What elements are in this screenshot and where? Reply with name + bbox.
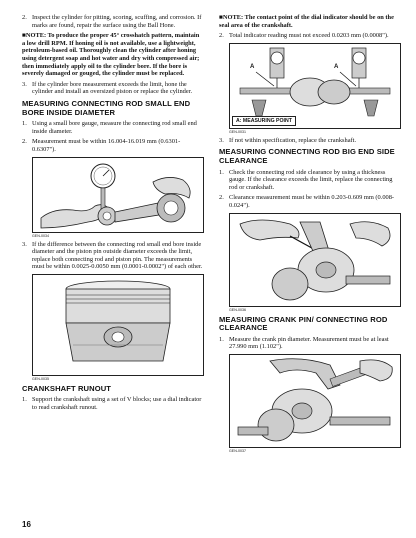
figure-piston — [32, 274, 204, 376]
piston-illustration — [33, 275, 203, 375]
step-item: 2. Inspect the cylinder for pitting, scoring, scuffing, and corrosion. If marks are found, repair the surface using the Ball Hone. — [22, 14, 202, 29]
figure-side-clearance — [229, 213, 401, 307]
step-item: 3. If the cylinder bore measurement exceeds the limit, hone the cylinder and install an oversized piston or replace the cylinder. — [22, 80, 193, 96]
step-item: 2. Clearance measurement must be within 0.203-0.609 mm (0.008-0.024"). — [219, 194, 395, 209]
figure-caption: GEN-0035 — [32, 376, 49, 381]
figure-caption: GEN-0037 — [229, 448, 246, 453]
figure-crankshaft-runout — [229, 43, 401, 129]
note: ■NOTE: The contact point of the dial indicator should be on the seal area of the crankshaft. — [219, 14, 394, 29]
bore-gauge-illustration — [33, 158, 203, 232]
figure-label-a: A — [250, 63, 255, 70]
figure-bore-gauge — [32, 157, 204, 233]
page-number: 16 — [22, 520, 31, 529]
section-heading: MEASURING CONNECTING ROD SMALL END BORE INSIDE DIAMETER — [22, 98, 191, 117]
step-item: 3. If the difference between the connecting rod small end bore inside diameter and the piston pin outside diameter exceeds the limit, replace both connecting rod and piston pin. The measurements must be within 0.0025-0.0050 mm (0.0001-0.0002") of each other. — [22, 240, 203, 271]
step-item: 1. Check the connecting rod side clearance by using a thickness gauge. If the clearance exceeds the limit, replace the connecting rod or crankshaft. — [219, 168, 393, 191]
step-item: 3. If not within specification, replace the crankshaft. — [219, 136, 357, 144]
side-clearance-illustration — [230, 214, 400, 306]
figure-caption: GEN-0034 — [32, 233, 49, 238]
figure-caption: GEN-0036 — [229, 307, 246, 312]
section-heading: CRANKSHAFT RUNOUT — [22, 383, 112, 393]
step-item: 1. Support the crankshaft using a set of V blocks; use a dial indicator to read crankshaft runout. — [22, 396, 202, 412]
right-column — [219, 14, 401, 456]
step-item: 1. Using a small bore gauge, measure the connecting rod small end inside diameter. — [22, 120, 197, 135]
step-item: 2. Measurement must be within 16.004-16.019 mm (0.6301-0.6307"). — [22, 138, 181, 153]
measuring-point-legend: A: MEASURING POINT — [232, 116, 296, 126]
crank-pin-illustration — [230, 355, 400, 447]
note: ■NOTE: To produce the proper 45° crosshatch pattern, maintain a low drill RPM. If honing oil is not available, use a lightweight, petroleum-based oil. Thoroughly clean the cylinder after honing using detergent soap and hot water and dry with compressed air; then immediately apply oil to the cylinder bore. If the bore is severely damaged or gouged, the cylinder must be replaced. — [22, 32, 200, 78]
section-heading: MEASURING CRANK PIN/ CONNECTING ROD CLEARANCE — [219, 314, 388, 333]
section-heading: MEASURING CONNECTING ROD BIG END SIDE CLEARANCE — [219, 147, 395, 165]
step-item: 1. Measure the crank pin diameter. Measurement must be at least 27.990 mm (1.102"). — [219, 335, 389, 351]
figure-caption: GEN-0031 — [229, 129, 246, 134]
left-column — [22, 14, 204, 415]
step-item: 2. Total indicator reading must not exceed 0.0203 mm (0.0008"). — [219, 32, 389, 40]
figure-crank-pin — [229, 354, 401, 448]
figure-label-a: A — [334, 63, 339, 70]
